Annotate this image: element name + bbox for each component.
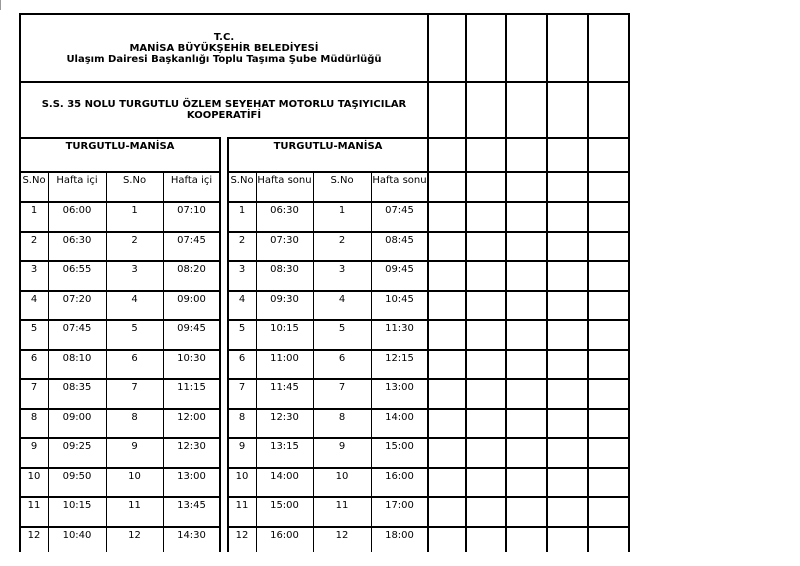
- grid-rule: [19, 260, 221, 262]
- right-table-cell: 8: [238, 411, 246, 423]
- header-line-department: Ulaşım Dairesi Başkanlığı Toplu Taşıma Şube Müdürlüğü: [66, 53, 382, 65]
- grid-rule: [19, 13, 21, 552]
- left-table-cell: 3: [30, 264, 38, 275]
- right-table-cell: 2: [338, 234, 346, 246]
- right-table-cell: 09:45: [385, 264, 414, 275]
- cooperative-line-2: KOOPERATİFİ: [186, 110, 262, 121]
- right-table-cell: 14:00: [385, 411, 414, 423]
- right-table-cell: 10:15: [270, 323, 299, 334]
- grid-rule: [19, 290, 221, 292]
- left-table-cell: 8: [131, 411, 138, 423]
- header-line-tc: T.C.: [213, 31, 235, 43]
- left-table-cell: 3: [131, 264, 138, 275]
- left-table-cell: 12: [128, 529, 141, 541]
- left-column-header: Hafta içi: [170, 175, 213, 186]
- left-table-cell: 1: [30, 205, 38, 216]
- left-table-cell: 10: [128, 470, 141, 482]
- right-table-cell: 6: [238, 352, 246, 364]
- left-column-header: S.No: [22, 175, 46, 186]
- left-table-cell: 7: [30, 382, 38, 393]
- right-table-cell: 5: [338, 323, 346, 334]
- left-table-cell: 11: [128, 500, 141, 511]
- grid-rule: [163, 171, 165, 552]
- left-table-cell: 9: [131, 441, 138, 452]
- grid-rule: [19, 408, 221, 410]
- grid-rule: [587, 13, 589, 552]
- grid-rule: [505, 13, 507, 552]
- right-table-cell: 15:00: [270, 500, 299, 511]
- grid-rule: [19, 137, 221, 139]
- right-table-cell: 17:00: [385, 500, 414, 511]
- left-table-cell: 6: [30, 352, 38, 364]
- left-table-cell: 13:00: [177, 470, 206, 482]
- right-table-cell: 11: [335, 500, 349, 511]
- left-table-cell: 2: [30, 234, 38, 246]
- grid-rule: [19, 13, 630, 15]
- left-table-cell: 08:10: [62, 352, 92, 364]
- grid-rule: [19, 319, 221, 321]
- right-table-cell: 11:45: [270, 382, 299, 393]
- grid-rule: [19, 437, 221, 439]
- right-table-cell: 3: [338, 264, 346, 275]
- right-table-cell: 08:30: [270, 264, 299, 275]
- left-table-cell: 09:00: [62, 411, 92, 423]
- right-table-cell: 8: [338, 411, 346, 423]
- left-table-cell: 08:35: [62, 382, 92, 393]
- left-table-cell: 7: [131, 382, 138, 393]
- right-route-title: TURGUTLU-MANİSA: [273, 141, 383, 152]
- left-table-cell: 12:30: [177, 441, 206, 452]
- left-table-cell: 6: [131, 352, 138, 364]
- right-table-cell: 3: [238, 264, 246, 275]
- grid-rule: [371, 171, 373, 552]
- right-table-cell: 10: [335, 470, 349, 482]
- right-table-cell: 11:30: [385, 323, 414, 334]
- right-column-header: Hafta sonu: [257, 175, 312, 186]
- right-table-cell: 12:15: [385, 352, 414, 364]
- grid-rule: [546, 13, 548, 552]
- grid-rule: [19, 526, 221, 528]
- grid-rule: [313, 171, 315, 552]
- grid-rule: [427, 13, 429, 552]
- left-table-cell: 10:40: [62, 529, 92, 541]
- left-table-cell: 07:45: [177, 234, 206, 246]
- right-table-cell: 07:30: [270, 234, 299, 246]
- right-table-cell: 1: [338, 205, 346, 216]
- left-table-cell: 09:50: [62, 470, 92, 482]
- grid-rule: [256, 171, 258, 552]
- left-table-cell: 4: [131, 293, 138, 305]
- right-table-cell: 12: [335, 529, 349, 541]
- left-table-cell: 11: [27, 500, 41, 511]
- left-table-cell: 12:00: [177, 411, 206, 423]
- grid-rule: [19, 349, 221, 351]
- header-line-municipality: MANİSA BÜYÜKŞEHİR BELEDİYESİ: [129, 42, 319, 54]
- right-table-cell: 10:45: [385, 293, 414, 305]
- right-table-cell: 4: [238, 293, 246, 305]
- right-table-cell: 7: [338, 382, 346, 393]
- right-table-cell: 1: [238, 205, 246, 216]
- left-table-cell: 06:30: [62, 234, 92, 246]
- grid-rule: [106, 171, 108, 552]
- right-table-cell: 4: [338, 293, 346, 305]
- left-table-cell: 1: [131, 205, 138, 216]
- left-table-cell: 07:20: [62, 293, 92, 305]
- right-table-cell: 6: [338, 352, 346, 364]
- grid-rule: [19, 231, 221, 233]
- left-table-cell: 5: [131, 323, 138, 334]
- left-table-cell: 08:20: [177, 264, 206, 275]
- right-table-cell: 15:00: [385, 441, 414, 452]
- right-table-cell: 16:00: [270, 529, 299, 541]
- right-table-cell: 07:45: [385, 205, 414, 216]
- right-table-cell: 16:00: [385, 470, 414, 482]
- left-table-cell: 10: [27, 470, 41, 482]
- right-table-cell: 06:30: [270, 205, 299, 216]
- left-column-header: S.No: [122, 175, 147, 186]
- right-table-cell: 18:00: [385, 529, 414, 541]
- right-table-cell: 11: [235, 500, 249, 511]
- grid-rule: [19, 496, 221, 498]
- cooperative-block: [20, 81, 428, 137]
- left-table-cell: 07:10: [177, 205, 206, 216]
- right-table-cell: 7: [238, 382, 246, 393]
- left-table-cell: 12: [27, 529, 41, 541]
- grid-rule: [48, 171, 50, 552]
- right-table-cell: 12:30: [270, 411, 299, 423]
- right-table-cell: 13:00: [385, 382, 414, 393]
- right-table-cell: 13:15: [270, 441, 299, 452]
- left-table-cell: 10:30: [177, 352, 206, 364]
- right-table-cell: 12: [235, 529, 249, 541]
- right-table-cell: 10: [235, 470, 249, 482]
- right-table-cell: 14:00: [270, 470, 299, 482]
- left-table-cell: 4: [30, 293, 38, 305]
- left-table-cell: 09:25: [62, 441, 92, 452]
- left-table-cell: 10:15: [62, 500, 92, 511]
- grid-rule: [19, 201, 221, 203]
- left-table-cell: 11:15: [177, 382, 206, 393]
- grid-rule: [19, 81, 630, 83]
- right-table-cell: 5: [238, 323, 246, 334]
- left-table-cell: 8: [30, 411, 38, 423]
- left-table-cell: 9: [30, 441, 38, 452]
- left-table-cell: 06:55: [62, 264, 92, 275]
- right-column-header: Hafta sonu: [372, 175, 427, 186]
- left-table-cell: 5: [30, 323, 38, 334]
- left-route-title: TURGUTLU-MANİSA: [65, 141, 175, 152]
- right-table-cell: 11:00: [270, 352, 299, 364]
- cooperative-line-1: S.S. 35 NOLU TURGUTLU ÖZLEM SEYEHAT MOTORLU TAŞIYICILAR: [41, 99, 407, 110]
- grid-rule: [628, 13, 630, 552]
- right-table-cell: 9: [238, 441, 246, 452]
- left-table-cell: 06:00: [62, 205, 92, 216]
- left-table-cell: 14:30: [177, 529, 206, 541]
- grid-rule: [19, 467, 221, 469]
- left-table-cell: 13:45: [177, 500, 206, 511]
- left-column-header: Hafta içi: [56, 175, 98, 186]
- header-block: [20, 13, 428, 81]
- grid-rule: [227, 137, 229, 552]
- right-table-cell: 08:45: [385, 234, 414, 246]
- right-table-cell: 9: [338, 441, 346, 452]
- left-table-cell: 07:45: [62, 323, 92, 334]
- right-column-header: S.No: [330, 175, 354, 186]
- grid-rule: [465, 13, 467, 552]
- grid-rule: [219, 137, 221, 552]
- left-table-cell: 09:45: [177, 323, 206, 334]
- grid-rule: [19, 171, 221, 173]
- left-table-cell: 09:00: [177, 293, 206, 305]
- right-column-header: S.No: [230, 175, 254, 186]
- grid-rule: [19, 378, 221, 380]
- right-table-cell: 09:30: [270, 293, 299, 305]
- right-table-cell: 2: [238, 234, 246, 246]
- left-table-cell: 2: [131, 234, 138, 246]
